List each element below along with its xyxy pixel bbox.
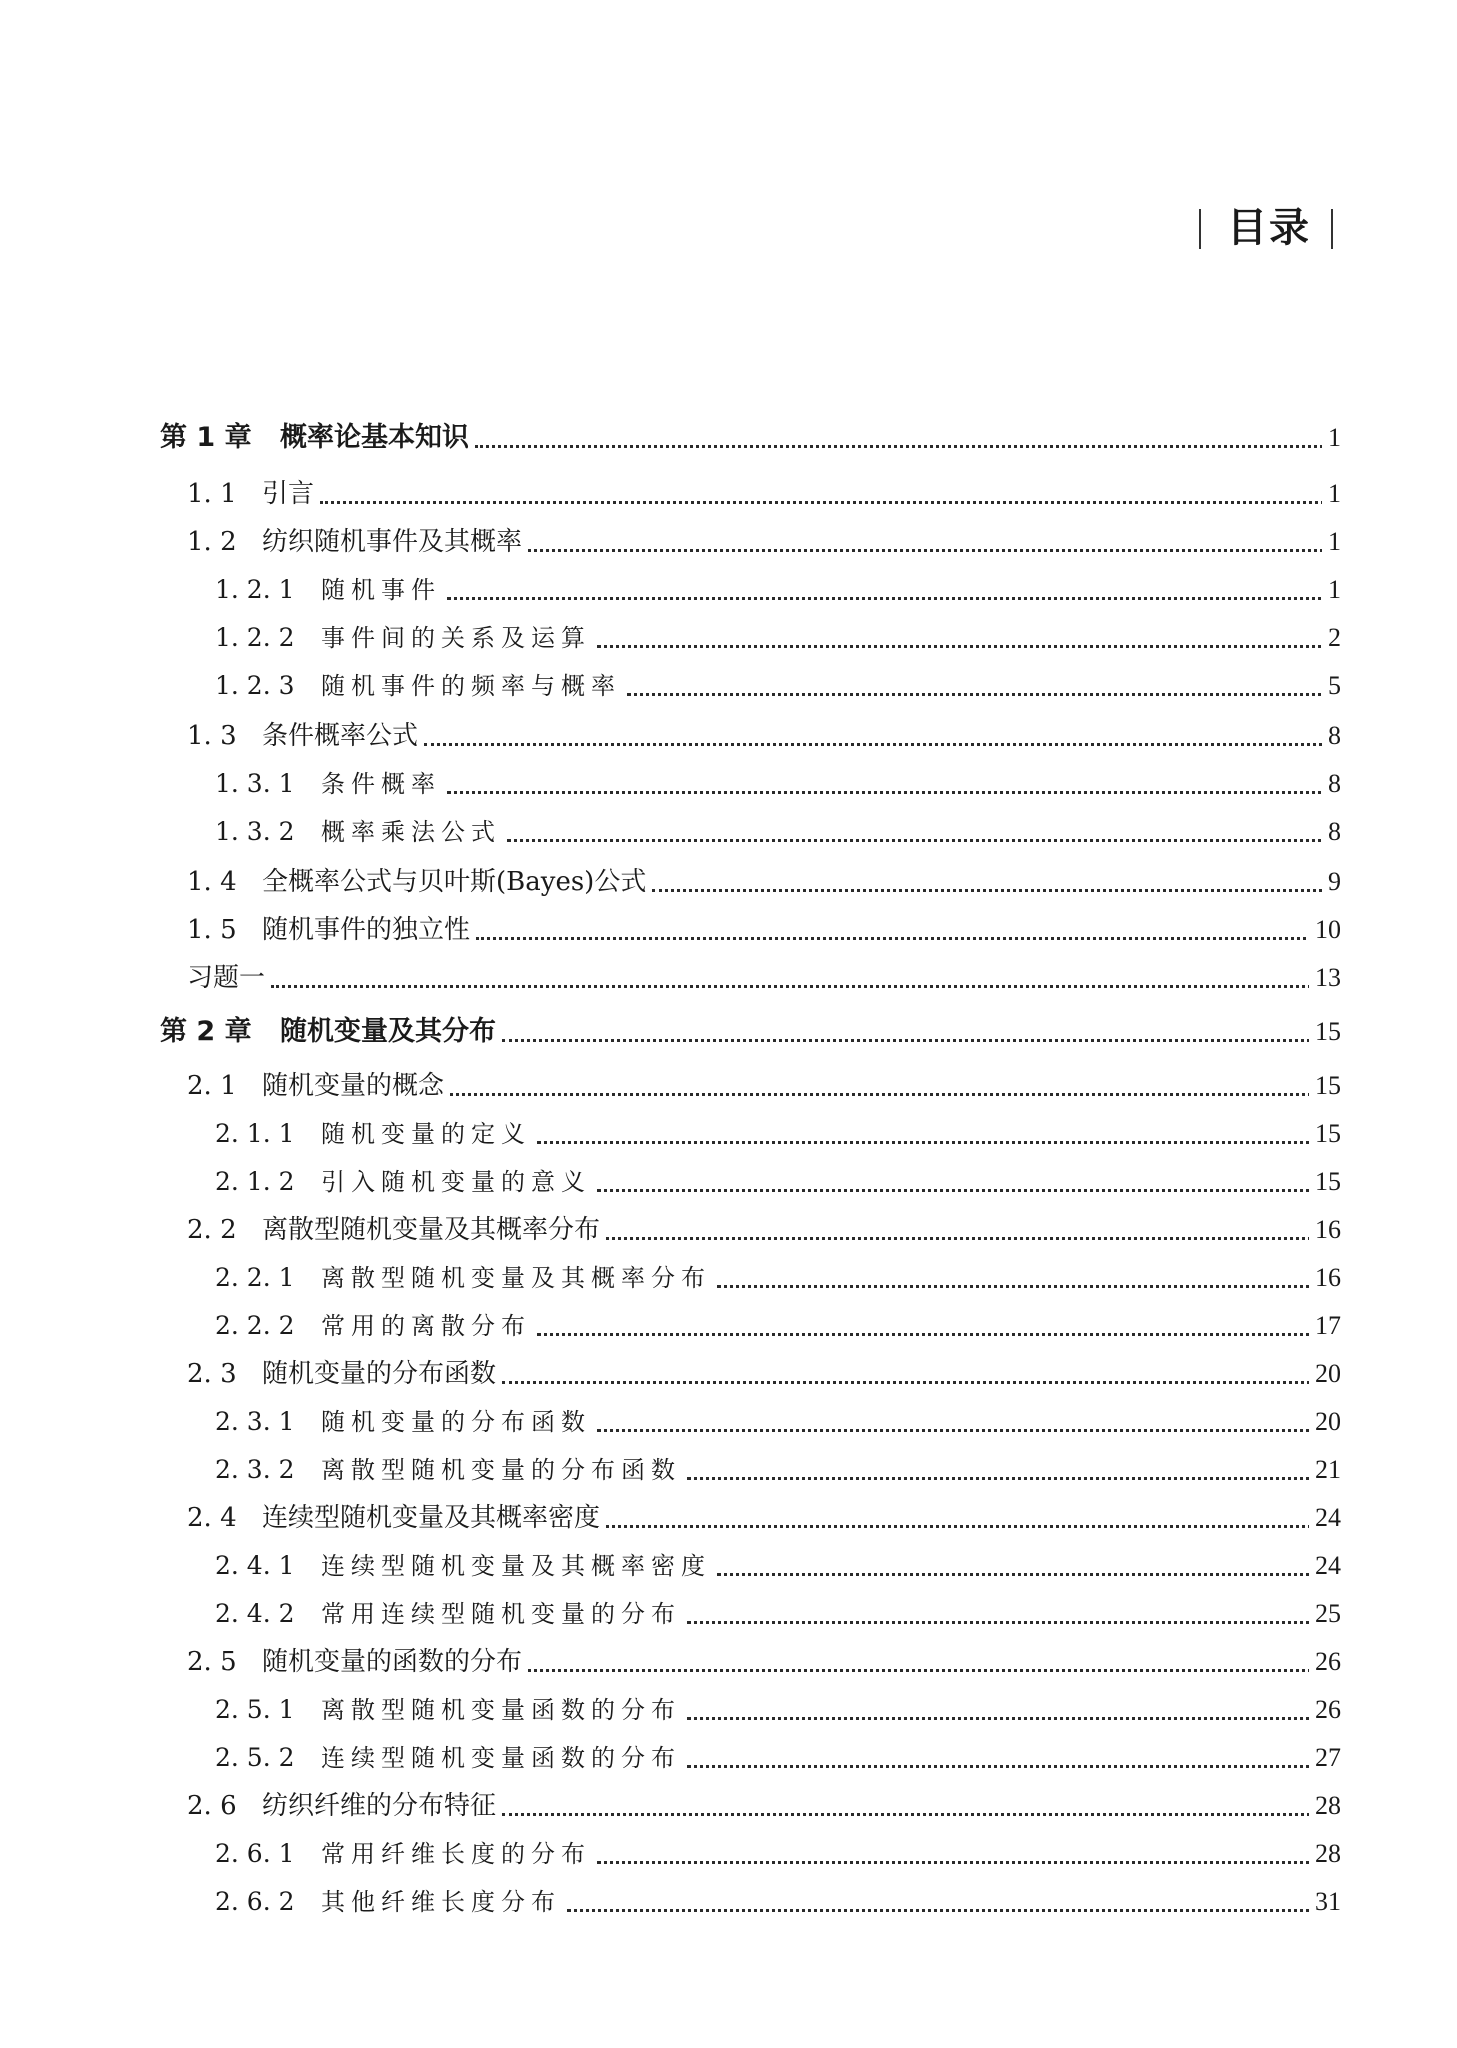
- toc-subsection-entry[interactable]: [0, 1692, 1457, 1728]
- toc-entry-number: 1. 3. 1: [215, 769, 295, 798]
- dot-leader: [447, 597, 1335, 600]
- toc-entry-title: 离散型随机变量及其概率分布: [262, 1212, 606, 1248]
- dot-leader: [475, 445, 1335, 448]
- dot-leader: [424, 743, 1335, 746]
- toc-subsection-entry[interactable]: [0, 668, 1457, 704]
- toc-entry-page-number: 24: [1309, 1548, 1341, 1584]
- toc-section-entry[interactable]: [0, 524, 1457, 560]
- toc-entry-title: 常用纤维长度的分布: [321, 1836, 597, 1872]
- toc-subsection-entry[interactable]: [0, 620, 1457, 656]
- toc-subsection-entry[interactable]: [0, 1596, 1457, 1632]
- toc-entry-page-number: 24: [1309, 1500, 1341, 1536]
- dot-leader: [597, 1189, 1335, 1192]
- toc-entry-title: 连续型随机变量函数的分布: [321, 1740, 687, 1776]
- toc-entry-number: 2. 1. 2: [215, 1167, 295, 1196]
- toc-entry-page-number: 1: [1322, 420, 1341, 456]
- dot-leader: [687, 1765, 1335, 1768]
- toc-subsection-entry[interactable]: [0, 814, 1457, 850]
- toc-entry-title: 常用的离散分布: [321, 1308, 537, 1344]
- toc-entry-page-number: 8: [1322, 814, 1341, 850]
- toc-subsection-entry[interactable]: [0, 1548, 1457, 1584]
- toc-entry-title: 随机事件的独立性: [262, 912, 476, 948]
- toc-entry-number: 1. 2. 2: [215, 623, 295, 652]
- toc-entry-title: 事件间的关系及运算: [321, 620, 597, 656]
- toc-entry-number: 2. 2: [187, 1215, 237, 1245]
- toc-entry-title: 随机变量的分布函数: [321, 1404, 597, 1440]
- toc-entry-title: 条件概率公式: [262, 718, 424, 754]
- dot-leader: [597, 1429, 1335, 1432]
- toc-entry-page-number: 25: [1309, 1596, 1341, 1632]
- toc-entry-number: 2. 4: [187, 1503, 237, 1533]
- toc-section-entry[interactable]: [0, 1212, 1457, 1248]
- dot-leader: [502, 1381, 1335, 1384]
- dot-leader: [447, 791, 1335, 794]
- toc-entry-title: 纺织纤维的分布特征: [262, 1788, 502, 1824]
- dot-leader: [597, 645, 1335, 648]
- toc-entry-page-number: 17: [1309, 1308, 1341, 1344]
- toc-subsection-entry[interactable]: [0, 1404, 1457, 1440]
- toc-section-entry[interactable]: [0, 1644, 1457, 1680]
- toc-entry-page-number: 16: [1309, 1212, 1341, 1248]
- toc-section-entry[interactable]: [0, 718, 1457, 754]
- dot-leader: [502, 1039, 1335, 1042]
- toc-entry-number: 1. 4: [187, 867, 237, 897]
- toc-chapter-entry[interactable]: [0, 420, 1457, 456]
- toc-entry-page-number: 21: [1309, 1452, 1341, 1488]
- toc-entry-number: 1. 5: [187, 915, 237, 945]
- toc-entry-title: 离散型随机变量函数的分布: [321, 1692, 687, 1728]
- toc-entry-number: 2. 2. 2: [215, 1311, 295, 1340]
- toc-entry-page-number: 2: [1322, 620, 1341, 656]
- toc-entry-number: 1. 2. 1: [215, 575, 295, 604]
- toc-subsection-entry[interactable]: [0, 1884, 1457, 1920]
- toc-entry-number: 2. 1: [187, 1071, 237, 1101]
- toc-entry-number: 2. 6. 2: [215, 1887, 295, 1916]
- toc-entry-title: 随机事件: [321, 572, 447, 608]
- toc-subsection-entry[interactable]: [0, 1452, 1457, 1488]
- dot-leader: [567, 1909, 1335, 1912]
- dot-leader: [717, 1285, 1335, 1288]
- page-title: 目录: [1227, 205, 1311, 251]
- toc-entry-page-number: 28: [1309, 1788, 1341, 1824]
- toc-entry-title: 条件概率: [321, 766, 447, 802]
- toc-entry-page-number: 27: [1309, 1740, 1341, 1776]
- toc-entry-title: 全概率公式与贝叶斯(Bayes)公式: [262, 864, 652, 900]
- dot-leader: [627, 693, 1335, 696]
- toc-entry-number: 2. 5. 2: [215, 1743, 295, 1772]
- toc-entry-number: 1. 2. 3: [215, 671, 295, 700]
- toc-entry-page-number: 10: [1309, 912, 1341, 948]
- dot-leader: [502, 1813, 1335, 1816]
- toc-entry-title: 引言: [262, 476, 320, 512]
- toc-entry-title: 其他纤维长度分布: [321, 1884, 567, 1920]
- toc-entry-title: 离散型随机变量及其概率分布: [321, 1260, 717, 1296]
- toc-entry-title: 常用连续型随机变量的分布: [321, 1596, 687, 1632]
- toc-entry-page-number: 5: [1322, 668, 1341, 704]
- toc-entry-number: 1. 1: [187, 479, 237, 509]
- dot-leader: [687, 1717, 1335, 1720]
- toc-subsection-entry[interactable]: [0, 1260, 1457, 1296]
- toc-entry-page-number: 1: [1322, 572, 1341, 608]
- toc-entry-title: 随机变量及其分布: [280, 1014, 502, 1050]
- toc-entry-title: 随机事件的频率与概率: [321, 668, 627, 704]
- toc-section-entry[interactable]: [0, 476, 1457, 512]
- toc-entry-page-number: 31: [1309, 1884, 1341, 1920]
- toc-entry-page-number: 15: [1309, 1014, 1341, 1050]
- toc-entry-page-number: 8: [1322, 718, 1341, 754]
- dot-leader: [717, 1573, 1335, 1576]
- toc-entry-number: 1. 2: [187, 527, 237, 557]
- toc-entry-page-number: 20: [1309, 1404, 1341, 1440]
- dot-leader: [528, 549, 1335, 552]
- toc-entry-number: 2. 6. 1: [215, 1839, 295, 1868]
- dot-leader: [597, 1861, 1335, 1864]
- toc-entry-title: 随机变量的函数的分布: [262, 1644, 528, 1680]
- toc-section-entry[interactable]: [0, 1788, 1457, 1824]
- toc-entry-page-number: 15: [1309, 1068, 1341, 1104]
- toc-entry-number: 1. 3. 2: [215, 817, 295, 846]
- toc-entry-page-number: 13: [1309, 960, 1341, 996]
- toc-entry-number: 2. 4. 1: [215, 1551, 295, 1580]
- dot-leader: [687, 1621, 1335, 1624]
- dot-leader: [606, 1525, 1335, 1528]
- toc-entry-page-number: 26: [1309, 1692, 1341, 1728]
- toc-entry-number: 2. 1. 1: [215, 1119, 295, 1148]
- toc-subsection-entry[interactable]: [0, 1308, 1457, 1344]
- toc-entry-title: 随机变量的分布函数: [262, 1356, 502, 1392]
- toc-subsection-entry[interactable]: [0, 1116, 1457, 1152]
- toc-entry-page-number: 28: [1309, 1836, 1341, 1872]
- toc-entry-title: 纺织随机事件及其概率: [262, 524, 528, 560]
- toc-entry-title: 离散型随机变量的分布函数: [321, 1452, 687, 1488]
- dot-leader: [476, 937, 1335, 940]
- toc-entry-title: 引入随机变量的意义: [321, 1164, 597, 1200]
- toc-entry-page-number: 26: [1309, 1644, 1341, 1680]
- toc-entry-title: 概率乘法公式: [321, 814, 507, 850]
- toc-entry-page-number: 16: [1309, 1260, 1341, 1296]
- toc-subsection-entry[interactable]: [0, 766, 1457, 802]
- toc-entry-page-number: 1: [1322, 524, 1341, 560]
- toc-entry-number: 1. 3: [187, 721, 237, 751]
- toc-entry-number: 2. 3. 2: [215, 1455, 295, 1484]
- dot-leader: [687, 1477, 1335, 1480]
- toc-entry-title: 概率论基本知识: [280, 420, 475, 456]
- dot-leader: [271, 985, 1335, 988]
- dot-leader: [450, 1093, 1335, 1096]
- toc-subsection-entry[interactable]: [0, 572, 1457, 608]
- toc-chapter-entry[interactable]: [0, 1014, 1457, 1050]
- toc-entry-number: 2. 3. 1: [215, 1407, 295, 1436]
- toc-subsection-entry[interactable]: [0, 1740, 1457, 1776]
- dot-leader: [652, 889, 1335, 892]
- toc-entry-number: 2. 4. 2: [215, 1599, 295, 1628]
- toc-entry-number: 2. 5. 1: [215, 1695, 295, 1724]
- toc-entry-page-number: 15: [1309, 1164, 1341, 1200]
- toc-entry-number: 2. 5: [187, 1647, 237, 1677]
- dot-leader: [606, 1237, 1335, 1240]
- toc-entry-title: 连续型随机变量及其概率密度: [321, 1548, 717, 1584]
- dot-leader: [320, 501, 1335, 504]
- toc-section-entry[interactable]: [0, 960, 1457, 996]
- toc-entry-page-number: 8: [1322, 766, 1341, 802]
- toc-entry-title: 随机变量的概念: [262, 1068, 450, 1104]
- toc-entry-page-number: 9: [1322, 864, 1341, 900]
- toc-entry-page-number: 1: [1322, 476, 1341, 512]
- toc-entry-title: 习题一: [187, 960, 271, 996]
- toc-section-entry[interactable]: [0, 1356, 1457, 1392]
- toc-subsection-entry[interactable]: [0, 1836, 1457, 1872]
- toc-section-entry[interactable]: [0, 912, 1457, 948]
- toc-entry-title: 随机变量的定义: [321, 1116, 537, 1152]
- toc-subsection-entry[interactable]: [0, 1164, 1457, 1200]
- dot-leader: [507, 839, 1335, 842]
- dot-leader: [528, 1669, 1335, 1672]
- toc-entry-number: 2. 3: [187, 1359, 237, 1389]
- toc-entry-number: 第 1 章: [160, 422, 252, 453]
- toc-section-entry[interactable]: [0, 1068, 1457, 1104]
- toc-section-entry[interactable]: [0, 1500, 1457, 1536]
- toc-entry-number: 2. 6: [187, 1791, 237, 1821]
- toc-entry-page-number: 15: [1309, 1116, 1341, 1152]
- toc-entry-page-number: 20: [1309, 1356, 1341, 1392]
- dot-leader: [537, 1141, 1335, 1144]
- dot-leader: [537, 1333, 1335, 1336]
- toc-entry-number: 2. 2. 1: [215, 1263, 295, 1292]
- toc-entry-title: 连续型随机变量及其概率密度: [262, 1500, 606, 1536]
- toc-section-entry[interactable]: [0, 864, 1457, 900]
- toc-entry-number: 第 2 章: [160, 1016, 252, 1047]
